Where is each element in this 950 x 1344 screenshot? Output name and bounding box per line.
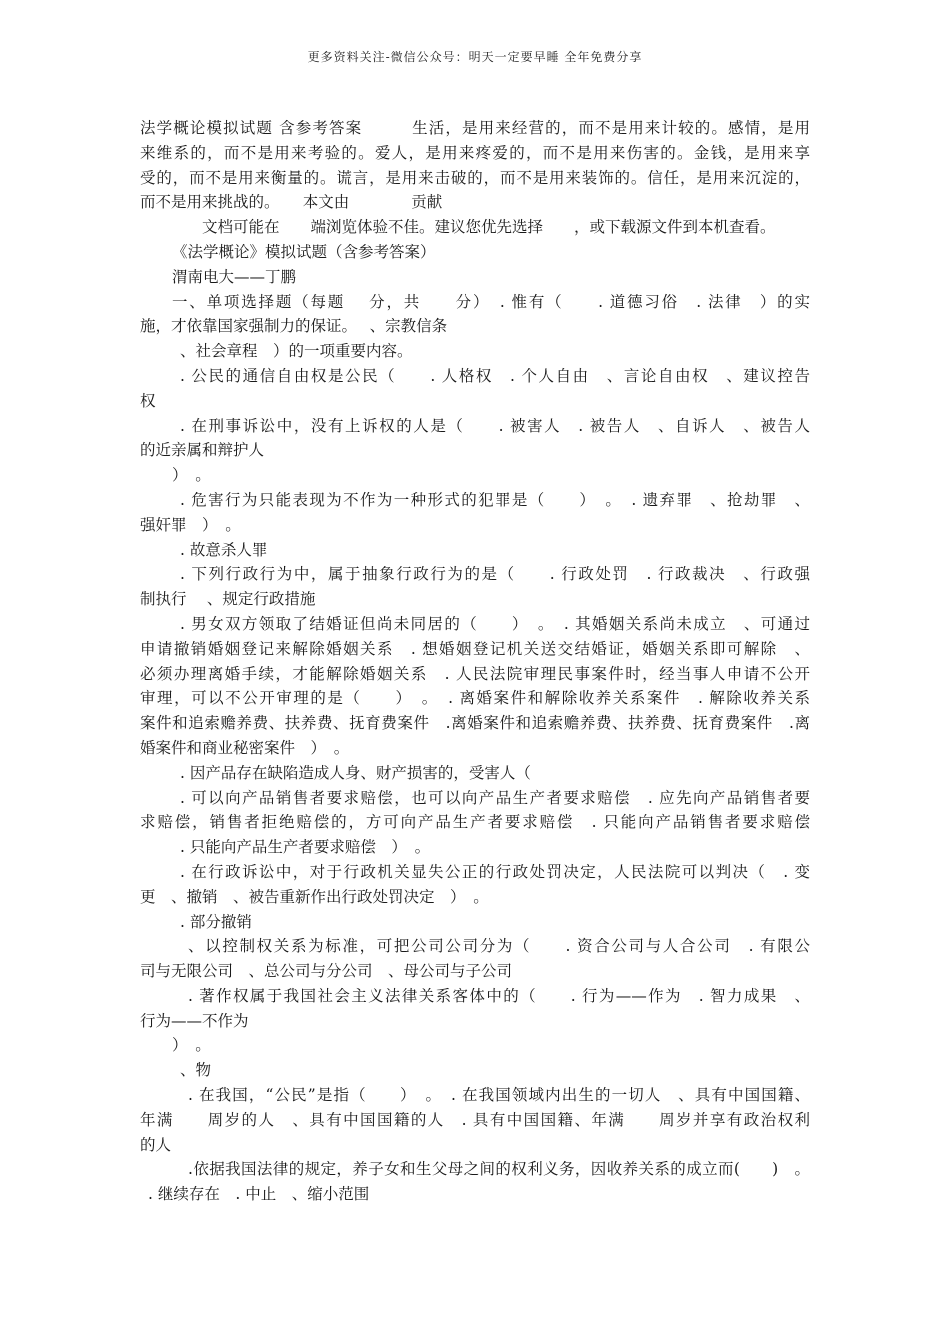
text-line: . 只能向产品生产者要求赔偿 ） 。 [180,838,431,857]
text-line: 一、单项选择题（每题 分，共 分） . 惟有（ . 道德习俗 . 法律 ）的实 [172,292,810,311]
text-line: 申请撤销婚姻登记来解除婚姻关系 . 想婚姻登记机关送交结婚证，婚姻关系即可解除 、 [140,639,810,658]
text-line: 行为——不作为 [140,1011,249,1030]
page-header: 更多资料关注-微信公众号：明天一定要早睡 全年免费分享 [307,50,643,64]
text-line: ） 。 [172,466,211,485]
text-line: 《法学概论》模拟试题（含参考答案） [172,242,436,261]
text-line: . 在刑事诉讼中，没有上诉权的人是（ . 被害人 . 被告人 、自诉人 、被告人 [180,416,810,435]
text-line: . 部分撤销 [180,912,252,931]
text-line: . 故意杀人罪 [180,540,268,559]
text-line: 受的，而不是用来衡量的。谎言，是用来击破的，而不是用来装饰的。信任，是用来沉淀的， [140,168,810,187]
text-line: 必须办理离婚手续，才能解除婚姻关系 . 人民法院审理民事案件时，经当事人申请不公开 [140,664,810,683]
text-line: . 继续存在 . 中止 、缩小范围 [148,1185,370,1204]
text-line: 年满 周岁的人 、具有中国国籍的人 . 具有中国国籍、年满 周岁并享有政治权利 [140,1110,810,1129]
text-line: .依据我国法律的规定，养子女和生父母之间的权利义务，因收养关系的成立而( ) 。 [188,1160,810,1179]
text-line: . 在我国，“公民”是指（ ） 。 . 在我国领域内出生的一切人 、具有中国国籍、 [188,1086,810,1105]
text-line: 来维系的，而不是用来考验的。爱人，是用来疼爱的，而不是用来伤害的。金钱，是用来享 [140,143,810,162]
text-line: 、物 [180,1061,212,1080]
text-line: 、以控制权关系为标准，可把公司公司分为（ . 资合公司与人合公司 . 有限公 [188,937,810,956]
text-line: 施，才依靠国家强制力的保证。 、宗教信条 [140,317,448,336]
text-line: 强奸罪 ） 。 [140,515,241,534]
text-line: . 危害行为只能表现为不作为一种形式的犯罪是（ ） 。 . 遗弃罪 、抢劫罪 、 [180,490,810,509]
text-line: . 下列行政行为中，属于抽象行政行为的是（ . 行政处罚 . 行政裁决 、行政强 [180,565,810,584]
text-line: 而不是用来挑战的。 本文由 贡献 [140,193,443,212]
text-line: . 在行政诉讼中，对于行政机关显失公正的行政处罚决定，人民法院可以判决（ . 变 [180,862,810,881]
text-line: 制执行 、规定行政措施 [140,590,316,609]
text-line: . 因产品存在缺陷造成人身、财产损害的，受害人（ [180,763,531,782]
text-line: . 公民的通信自由权是公民（ . 人格权 . 个人自由 、言论自由权 、建议控告 [180,366,810,385]
text-line: ） 。 [172,1036,211,1055]
text-line: 更 、撤销 、被告重新作出行政处罚决定 ） 。 [140,887,489,906]
document-body [140,116,810,1207]
text-line: 权 [140,391,156,410]
text-line: 、社会章程 ）的一项重要内容。 [180,342,413,361]
text-line: . 可以向产品销售者要求赔偿，也可以向产品生产者要求赔偿 . 应先向产品销售者要 [180,788,810,807]
text-line: 法学概论模拟试题 含参考答案 生活，是用来经营的，而不是用来计较的。感情，是用 [140,119,810,137]
text-line: 的人 [140,1135,172,1154]
text-line: 司与无限公司 、总公司与分公司 、母公司与子公司 [140,962,513,981]
text-line: 审理，可以不公开审理的是（ ） 。 . 离婚案件和解除收养关系案件 . 解除收养关系 [140,689,810,708]
text-line: 婚案件和商业秘密案件 ） 。 [140,738,350,757]
text-line: 渭南电大——丁鹏 [172,267,297,286]
text-line: 求赔偿，销售者拒绝赔偿的，方可向产品生产者要求赔偿 . 只能向产品销售者要求赔偿 [140,813,810,832]
text-line: . 著作权属于我国社会主义法律关系客体中的（ . 行为——作为 . 智力成果 、 [188,986,810,1005]
text-line: 文档可能在 端浏览体验不佳。建议您优先选择 ，或下载源文件到本机查看。 [202,218,776,237]
text-line: . 男女双方领取了结婚证但尚未同居的（ ） 。 . 其婚姻关系尚未成立 、可通过 [180,614,810,633]
text-line: 的近亲属和辩护人 [140,441,265,460]
text-line: 案件和追索赡养费、扶养费、抚育费案件 .离婚案件和追索赡养费、扶养费、抚育费案件 .离 [140,714,810,733]
